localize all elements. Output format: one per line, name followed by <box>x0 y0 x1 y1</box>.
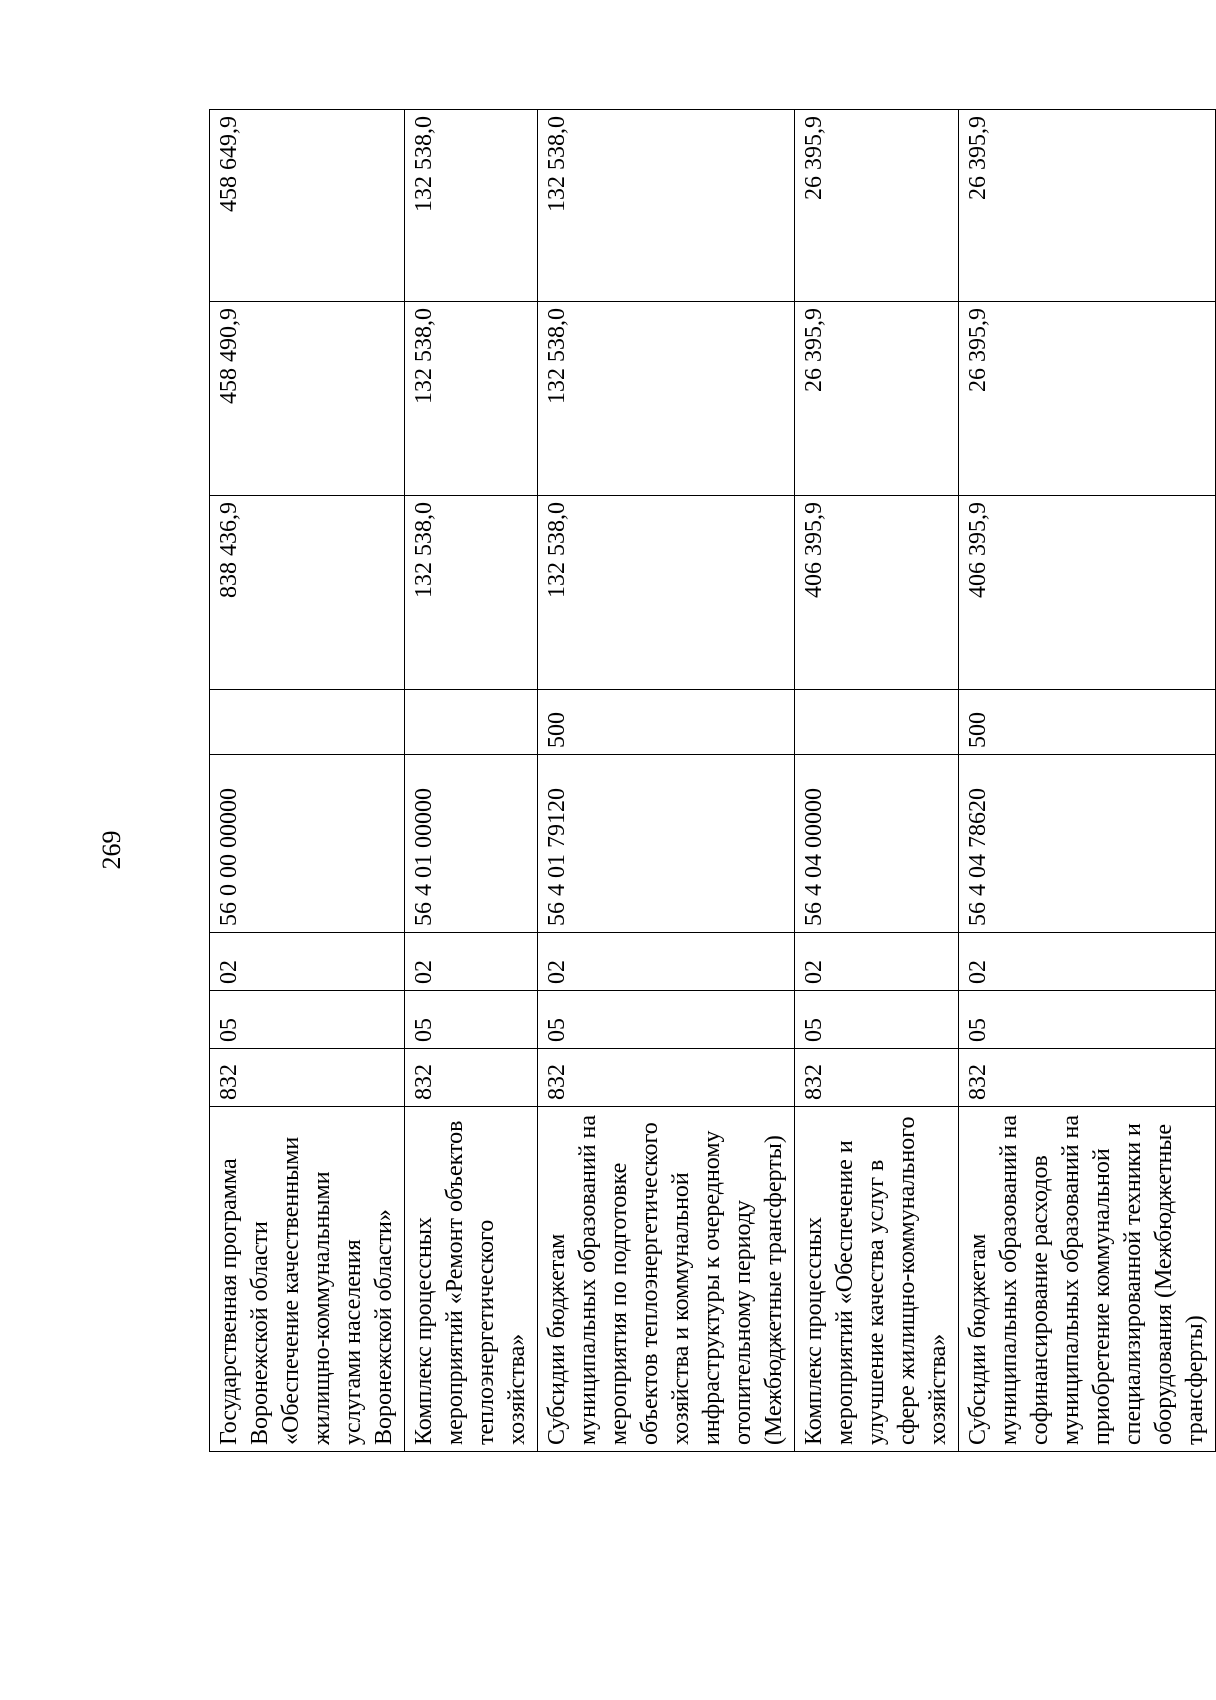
vr-cell <box>405 690 538 755</box>
rz-cell: 05 <box>959 991 1216 1049</box>
csr-cell: 56 4 04 78620 <box>959 755 1216 933</box>
value-year3-cell: 132 538,0 <box>405 110 538 302</box>
rz-cell: 05 <box>405 991 538 1049</box>
rz-cell: 05 <box>795 991 959 1049</box>
value-year3-cell: 132 538,0 <box>538 110 795 302</box>
row-name-cell: Комплекс процессных мероприятий «Ремонт объектов теплоэнергетического хозяйства» <box>405 1107 538 1452</box>
row-name-cell: Государственная программа Воронежской области «Обеспечение качественными жилищно-коммунальными услугами населения Воронежской области» <box>210 1107 405 1452</box>
pr-cell: 02 <box>538 933 795 991</box>
value-year2-cell: 458 490,9 <box>210 302 405 496</box>
value-year2-cell: 26 395,9 <box>795 302 959 496</box>
vr-cell <box>795 690 959 755</box>
row-name-cell: Комплекс процессных мероприятий «Обеспечение и улучшение качества услуг в сфере жилищно-коммунального хозяйства» <box>795 1107 959 1452</box>
pr-cell: 02 <box>959 933 1216 991</box>
value-year3-cell: 458 649,9 <box>210 110 405 302</box>
page-number: 269 <box>97 830 126 870</box>
vr-cell: 500 <box>538 690 795 755</box>
grbs-cell: 832 <box>405 1049 538 1107</box>
csr-cell: 56 0 00 00000 <box>210 755 405 933</box>
row-name-cell: Субсидии бюджетам муниципальных образований на софинансирование расходов муниципальных образований на приобретение коммунальной специализированной техники и оборудования (Межбюджетные трансферты) <box>959 1107 1216 1452</box>
value-year1-cell: 406 395,9 <box>959 496 1216 690</box>
table-row <box>959 110 1216 1452</box>
value-year1-cell: 406 395,9 <box>795 496 959 690</box>
budget-table <box>209 109 1216 1452</box>
value-year3-cell: 26 395,9 <box>795 110 959 302</box>
csr-cell: 56 4 01 79120 <box>538 755 795 933</box>
value-year3-cell: 26 395,9 <box>959 110 1216 302</box>
value-year2-cell: 132 538,0 <box>405 302 538 496</box>
value-year2-cell: 26 395,9 <box>959 302 1216 496</box>
pr-cell: 02 <box>795 933 959 991</box>
table-row <box>210 110 405 1452</box>
table-row <box>538 110 795 1452</box>
rz-cell: 05 <box>210 991 405 1049</box>
vr-cell: 500 <box>959 690 1216 755</box>
pr-cell: 02 <box>210 933 405 991</box>
pr-cell: 02 <box>405 933 538 991</box>
value-year2-cell: 132 538,0 <box>538 302 795 496</box>
table-row <box>405 110 538 1452</box>
grbs-cell: 832 <box>538 1049 795 1107</box>
budget-table-rotated <box>209 110 1208 1452</box>
rz-cell: 05 <box>538 991 795 1049</box>
value-year1-cell: 132 538,0 <box>538 496 795 690</box>
csr-cell: 56 4 01 00000 <box>405 755 538 933</box>
row-name-cell: Субсидии бюджетам муниципальных образований на мероприятия по подготовке объектов теплоэнергетического хозяйства и коммунальной инфраструктуры к очередному отопительному периоду (Межбюджетные трансферты) <box>538 1107 795 1452</box>
grbs-cell: 832 <box>959 1049 1216 1107</box>
csr-cell: 56 4 04 00000 <box>795 755 959 933</box>
grbs-cell: 832 <box>795 1049 959 1107</box>
budget-table-container <box>209 110 1208 1452</box>
value-year1-cell: 838 436,9 <box>210 496 405 690</box>
vr-cell <box>210 690 405 755</box>
grbs-cell: 832 <box>210 1049 405 1107</box>
value-year1-cell: 132 538,0 <box>405 496 538 690</box>
table-row <box>795 110 959 1452</box>
